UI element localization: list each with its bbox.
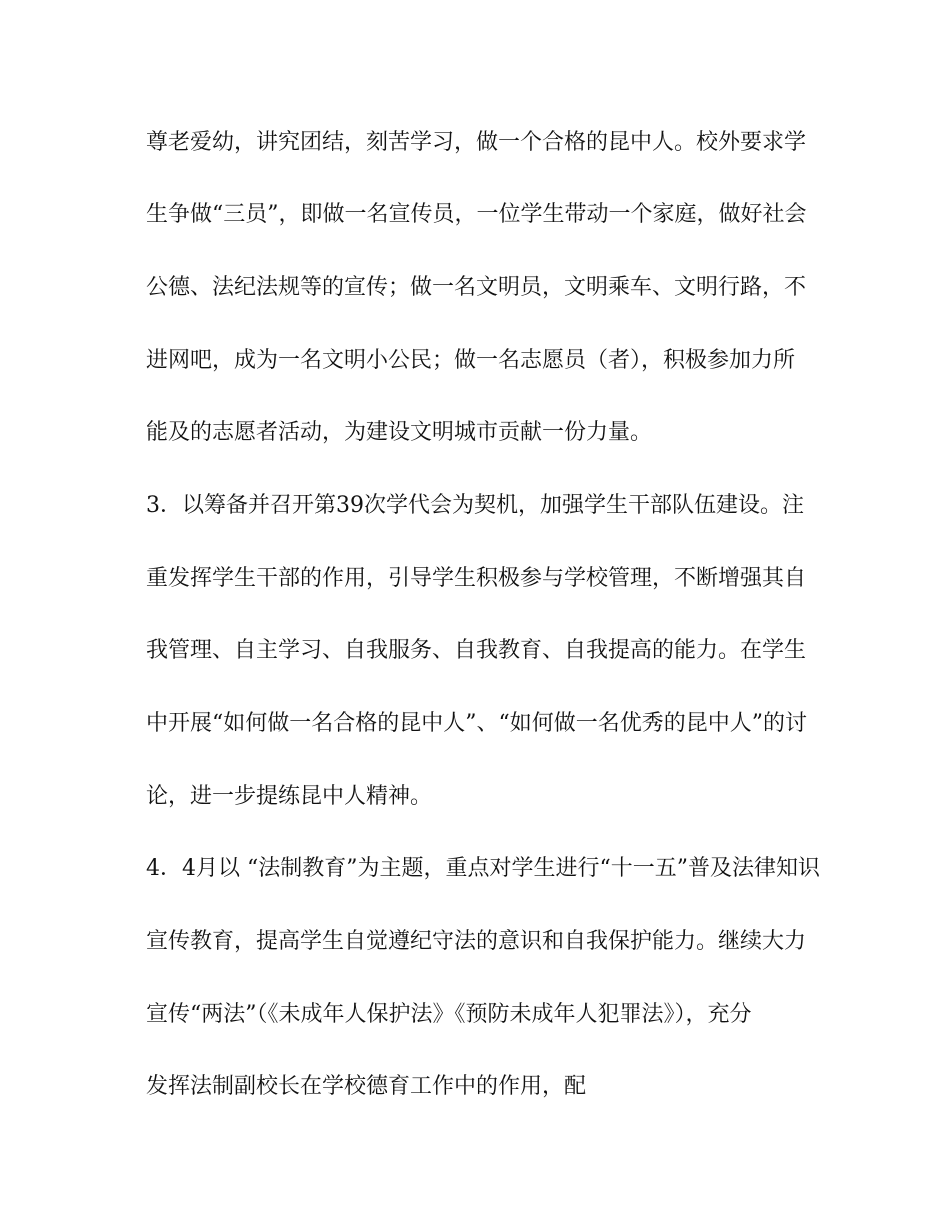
paragraph-line: 我管理、自主学习、自我服务、自我教育、自我提高的能力。在学生 <box>146 638 807 663</box>
paragraph-line: 进网吧，成为一名文明小公民；做一名志愿员（者），积极参加力所 <box>146 348 796 373</box>
paragraph-line: 发挥法制副校长在学校德育工作中的作用，配 <box>146 1074 587 1099</box>
paragraph-line: 论，进一步提练昆中人精神。 <box>146 784 433 809</box>
paragraph-line: 宣传教育，提高学生自觉遵纪守法的意识和自我保护能力。继续大力 <box>146 929 807 954</box>
paragraph-line: 重发挥学生干部的作用，引导学生积极参与学校管理，不断增强其自 <box>146 566 807 591</box>
paragraph-line: 能及的志愿者活动，为建设文明城市贡献一份力量。 <box>146 420 653 445</box>
paragraph-line: 4．4月以 “法制教育”为主题，重点对学生进行“十一五”普及法律知识 <box>146 856 820 881</box>
paragraph-line: 尊老爱幼，讲究团结，刻苦学习，做一个合格的昆中人。校外要求学 <box>146 130 807 155</box>
paragraph-line: 宣传“两法”（《未成年人保护法》《预防未成年人犯罪法》），充分 <box>146 1002 752 1027</box>
paragraph-line: 公德、法纪法规等的宣传；做一名文明员，文明乘车、文明行路，不 <box>146 275 807 300</box>
paragraph-line: 中开展“如何做一名合格的昆中人”、“如何做一名优秀的昆中人”的讨 <box>146 711 807 736</box>
paragraph-line: 3．以筹备并召开第39次学代会为契机，加强学生干部队伍建设。注 <box>146 493 804 518</box>
paragraph-line: 生争做“三员”，即做一名宣传员，一位学生带动一个家庭，做好社会 <box>146 202 807 227</box>
